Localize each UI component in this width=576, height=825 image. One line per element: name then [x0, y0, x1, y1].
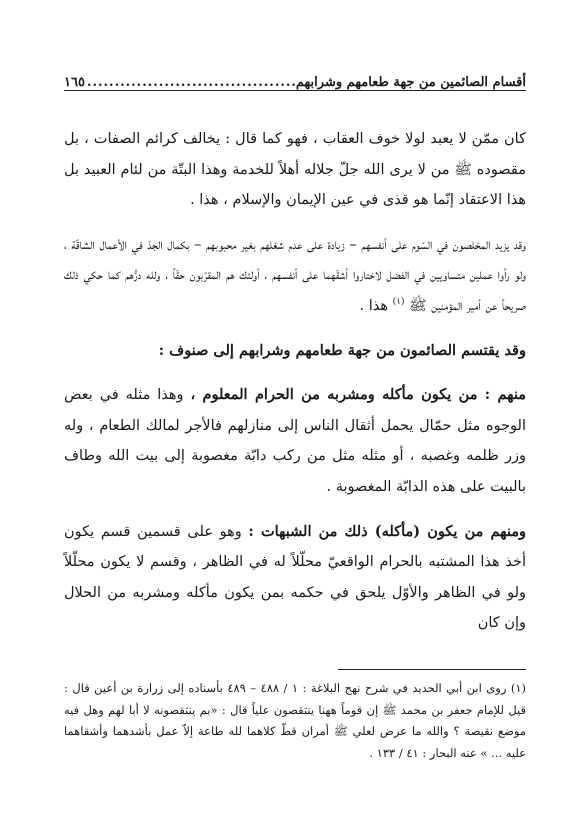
main-text	[64, 124, 526, 639]
paragraph-4-text: وهذا مثله في بعض الوجوه مثل حمّال يحمل أثقال الناس إلى منازلهم فالأجر لمالك الطعام ، وله وزر ظلمه وغصبه ، أو مثله مثل من ركب دابّة مغصوبة إلى بيت الله وطاف بالبيت على هذه الدابّة المغصوبة .	[64, 387, 526, 495]
paragraph-4-lead: منهم : من يكون مأكله ومشربه من الحرام المعلوم ،	[190, 386, 526, 404]
running-header-title: أقسام الصائمين من جهة طعامهم وشرابهم	[295, 75, 526, 90]
footnote-ref-1: (١)	[392, 297, 405, 308]
paragraph-5-lead: ومنهم من يكون (مأكله) ذلك من الشبهات :	[248, 522, 526, 540]
paragraph-1: كان ممّن لا يعبد لولا خوف العقاب ، فهو كما قال : يخالف كرائم الصفات ، بل مقصوده ﷺ من لا يرى الله جلّ جلاله أهلاً للخدمة وهذا البتّة من لئام العبيد بل هذا الاعتقاد إنّما هو قذى في عين الإيمان والإسلام ، هذا .	[64, 131, 526, 209]
paragraph-2-end: هذا .	[359, 297, 393, 314]
paragraph-5	[64, 517, 526, 639]
paragraph-4	[64, 380, 526, 502]
section-heading: وقد يقتسم الصائمون من جهة طعامهم وشرابهم إلى صنوف :	[158, 341, 526, 359]
page-number: ١٦٥	[64, 75, 85, 90]
footnote-separator	[338, 669, 526, 670]
paragraph-2	[64, 230, 526, 322]
paragraph-5-text: وهو على قسمين قسم يكون أخذ هذا المشتبه بالحرام الواقعيّ محلّلاً له في الظاهر ، وقسم لا يكون محلّلاً ولو في الظاهر والأوّل يلحق في حكمه بمن يكون مأكله ومشربه من الحلال وإن كان	[64, 523, 526, 632]
header-leader-dots	[85, 75, 296, 90]
footnotes	[64, 678, 526, 764]
paragraph-2-text: وقد يزيد المخلصون في السّوم على أنفسهم – زيادة على عدم شغلهم بغير محبوبهم – بكمال الجدّ في الأعمال الشاقّة ، ولو رأوا عملين متساويين في الفضل لاختاروا أشقّهما على أنفسهم ، أولئك هم المقرّبون حقّاً ، ولله درُّهم كما حكي ذلك صريحاً عن أمير المؤمنين ﷺ	[64, 236, 526, 314]
running-header	[64, 68, 526, 91]
footnote-1: (١) روى ابن أبي الحديد في شرح نهج البلاغة : ١ / ٤٨٨ – ٤٨٩ بأسناده إلى زرارة بن أعين قال : قيل للإمام جعفر بن محمد ﷺ إن قوماً ههنا ينتقصون علياً قال : «بم ينتقصونه لا أبا لهم وهل فيه موضع نقيصة ؟ والله ما عرض لعلي ﷺ أمران قطّ كلاهما لله طاعة إلاّ عمل بأشدهما وأشقاهما عليه ... » عنه البحار : ٤١ / ١٣٣ .	[64, 681, 527, 760]
